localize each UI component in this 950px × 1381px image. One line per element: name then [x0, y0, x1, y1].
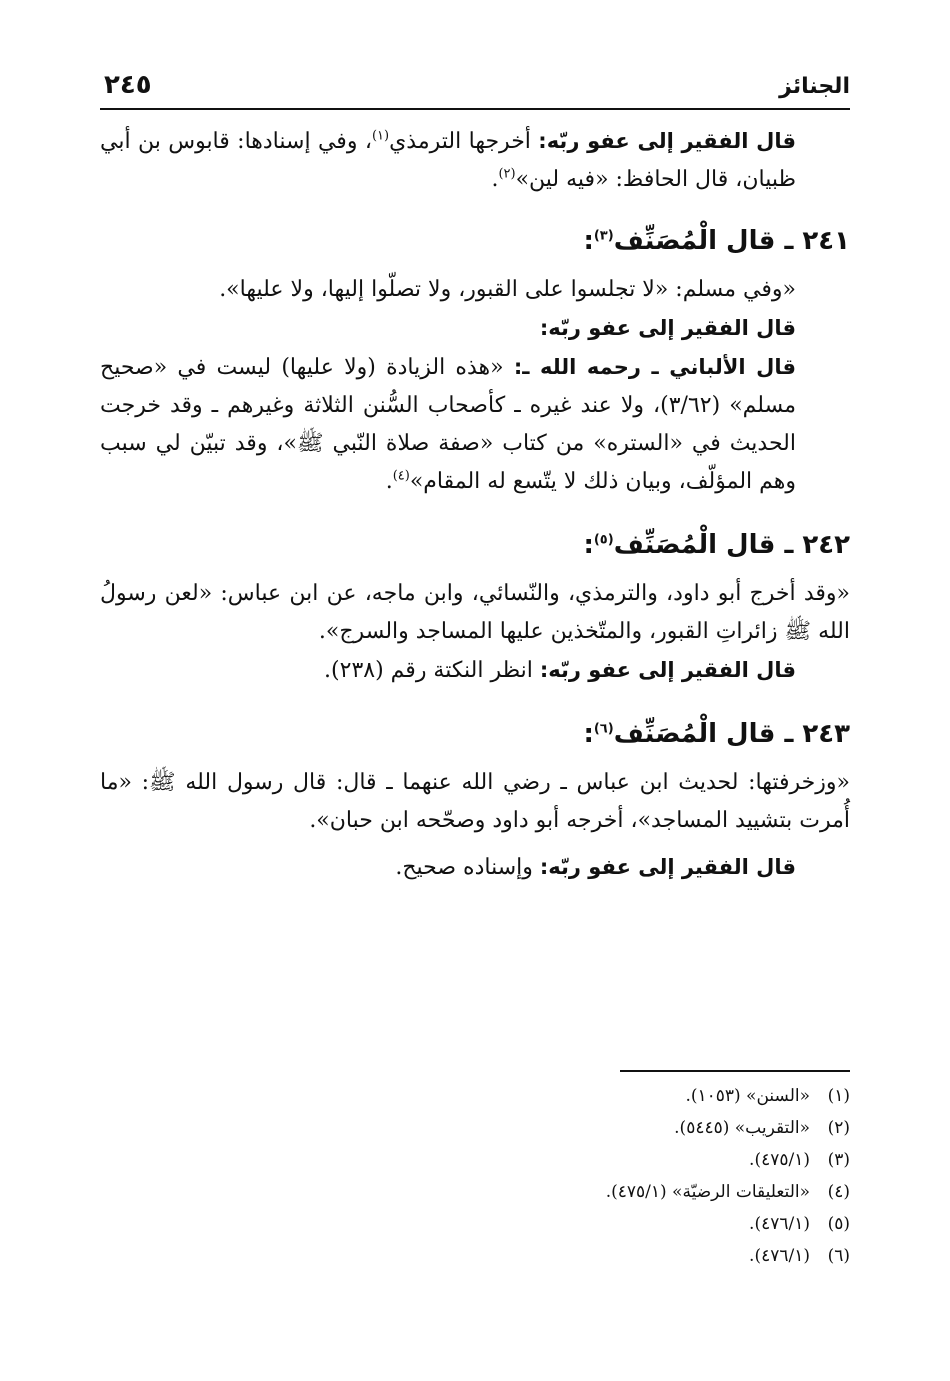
- heading-colon: :: [583, 530, 594, 560]
- heading-text: ٢٤٢ ـ قال الْمُصَنِّف: [613, 530, 850, 560]
- footnote-number: (٦): [827, 1246, 850, 1266]
- text: وإسناده صحيح.: [395, 855, 540, 880]
- footnote-item: [100, 1240, 850, 1272]
- book-page: [100, 60, 850, 1340]
- footnote-number: (٢): [827, 1118, 850, 1138]
- section-heading-242: [100, 525, 850, 565]
- faqir-243: [100, 848, 850, 887]
- running-header: [100, 60, 850, 110]
- footnote-ref[interactable]: (٢): [498, 166, 516, 182]
- footnote-item: [100, 1176, 850, 1208]
- albani-241: [100, 348, 850, 501]
- page-body: [100, 122, 850, 887]
- heading-text: ٢٤١ ـ قال الْمُصَنِّف: [613, 226, 850, 256]
- heading-colon: :: [583, 226, 594, 256]
- footnote-text: (٤٧٦/١).: [749, 1214, 810, 1234]
- footnote-number: (١): [827, 1086, 850, 1106]
- faqir-label: قال الفقير إلى عفو ربّه:: [538, 129, 796, 153]
- chapter-title: الجنائز: [779, 74, 850, 99]
- footnote-number: (٥): [827, 1214, 850, 1234]
- footnote-ref[interactable]: (١): [371, 128, 390, 144]
- footnote-text: «التقريب» (٥٤٤٥).: [674, 1118, 810, 1138]
- footnote-text: «السنن» (١٠٥٣).: [685, 1086, 810, 1106]
- footnote-ref[interactable]: (٦): [593, 721, 614, 737]
- footnote-number: (٤): [827, 1182, 850, 1202]
- text: انظر النكتة رقم (٢٣٨).: [324, 658, 540, 683]
- quote-243: «وزخرفتها: لحديث ابن عباس ـ رضي الله عنهما ـ قال: قال رسول الله ﷺ: «ما أُمرت بتشييد المساجد»، أخرجه أبو داود وصحّحه ابن حبان».: [100, 770, 850, 833]
- footnote-text: (٤٧٦/١).: [749, 1246, 810, 1266]
- footnotes: [100, 1070, 850, 1272]
- text: «هذه الزيادة (ولا عليها) ليست في «صحيح مسلم» (٣/٦٢)، ولا عند غيره ـ كأصحاب السُّنن الثلاثة وغيرهم ـ وقد خرجت الحديث في «الستره» من كتاب «صفة صلاة النّبي ﷺ»، وقد تبيّن لي سبب وهم المؤلّف، وبيان ذلك لا يتّسع له المقام»: [100, 355, 796, 494]
- footnote-rule: [620, 1070, 850, 1072]
- quote-242: «وقد أخرج أبو داود، والترمذي، والنّسائي، وابن ماجه، عن ابن عباس: «لعن رسولُ الله ﷺ زائراتِ القبور، والمتّخذين عليها المساجد والسرج».: [100, 581, 850, 644]
- faqir-242: [100, 651, 850, 690]
- footnote-text: «التعليقات الرضيّة» (٤٧٥/١).: [605, 1182, 810, 1202]
- faqir-label: قال الفقير إلى عفو ربّه:: [539, 316, 796, 340]
- footnote-item: [100, 1208, 850, 1240]
- heading-text: ٢٤٣ ـ قال الْمُصَنِّف: [613, 719, 850, 749]
- footnote-ref[interactable]: (٣): [593, 228, 614, 244]
- text: أخرجها الترمذي: [389, 129, 539, 154]
- footnote-ref[interactable]: (٥): [593, 532, 614, 548]
- heading-colon: :: [583, 719, 594, 749]
- footnote-text: (٤٧٥/١).: [749, 1150, 810, 1170]
- faqir-label: قال الفقير إلى عفو ربّه:: [539, 855, 796, 879]
- section-heading-243: [100, 714, 850, 754]
- footnote-item: [100, 1112, 850, 1144]
- footnote-item: [100, 1080, 850, 1112]
- text: .: [385, 469, 393, 494]
- text: .: [491, 167, 499, 192]
- faqir-241: [100, 309, 850, 348]
- footnote-item: [100, 1144, 850, 1176]
- text: ، وفي إسنادها: قابوس بن أبي ظبيان، قال الحافظ: «فيه لين»: [100, 129, 796, 192]
- section-heading-241: [100, 221, 850, 261]
- footnote-number: (٣): [827, 1150, 850, 1170]
- faqir-label: قال الفقير إلى عفو ربّه:: [539, 658, 796, 682]
- footnote-ref[interactable]: (٤): [392, 468, 410, 484]
- page-number: ٢٤٥: [104, 70, 152, 100]
- albani-label: قال الألباني ـ رحمه الله ـ:: [513, 355, 797, 379]
- quote-241: «وفي مسلم: «لا تجلسوا على القبور، ولا تصلّوا إليها، ولا عليها».: [219, 277, 796, 302]
- paragraph-intro: [100, 122, 850, 199]
